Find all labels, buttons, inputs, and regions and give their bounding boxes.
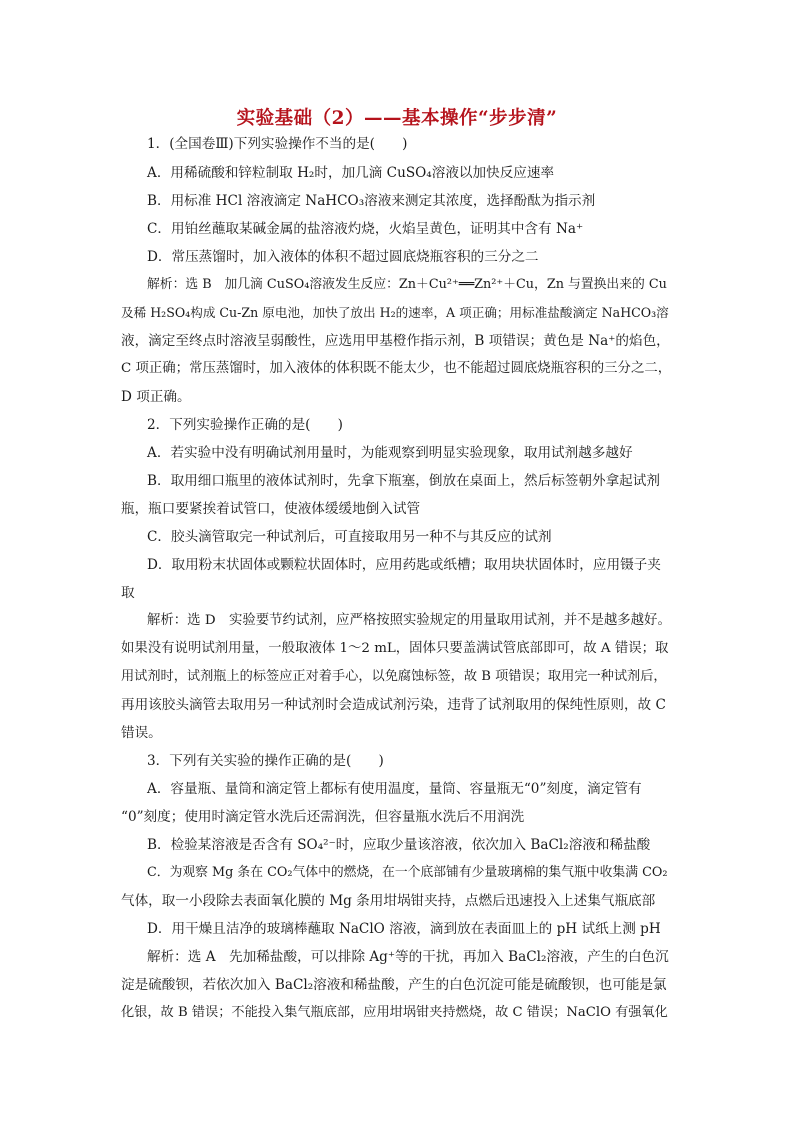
text-line: D．取用粉末状固体或颗粒状固体时，应用药匙或纸槽；取用块状固体时，应用镊子夹 <box>147 557 661 573</box>
text-line: 解析：选 B 加几滴 CuSO₄溶液发生反应：Zn＋Cu²⁺══Zn²⁺＋Cu，Zn 与置换出来的 Cu <box>147 277 667 292</box>
text-line: B．用标准 HCl 溶液滴定 NaHCO₃溶液来测定其浓度，选择酚酞为指示剂 <box>147 193 596 209</box>
text-line: 淀是硫酸钡，若依次加入 BaCl₂溶液和稀盐酸，产生的白色沉淀可能是硫酸钡，也可能是氯 <box>121 977 667 993</box>
document-title: 实验基础（2）——基本操作“步步清” <box>236 108 558 129</box>
text-line: 1．(全国卷Ⅲ)下列实验操作不当的是( ) <box>147 136 408 152</box>
text-line: C．用铂丝蘸取某碱金属的盐溶液灼烧，火焰呈黄色，证明其中含有 Na⁺ <box>147 221 584 237</box>
text-line: 解析：选 D 实验要节约试剂，应严格按照实验规定的用量取用试剂，并不是越多越好。 <box>147 613 671 628</box>
text-line: 取 <box>121 585 135 601</box>
text-line: D．常压蒸馏时，加入液体的体积不超过圆底烧瓶容积的三分之二 <box>147 249 539 265</box>
text-line: C 项正确；常压蒸馏时，加入液体的体积既不能太少，也不能超过圆底烧瓶容积的三分之二， <box>121 361 672 376</box>
text-line: 2．下列实验操作正确的是( ) <box>147 417 343 433</box>
text-line: 如果没有说明试剂用量，一般取液体 1～2 mL，固体只要盖满试管底部即可，故 A 错误；取 <box>121 641 669 656</box>
text-line: B．取用细口瓶里的液体试剂时，先拿下瓶塞，倒放在桌面上，然后标签朝外拿起试剂 <box>147 473 660 489</box>
text-line: D 项正确。 <box>121 389 191 405</box>
text-line: C．为观察 Mg 条在 CO₂气体中的燃烧，在一个底部铺有少量玻璃棉的集气瓶中收集满 CO₂ <box>147 865 668 880</box>
text-line: 3．下列有关实验的操作正确的是( ) <box>147 753 384 769</box>
text-line: 化银，故 B 错误；不能投入集气瓶底部，应用坩埚钳夹持燃烧，故 C 错误；NaClO 有强氧化 <box>121 1005 668 1020</box>
text-line: A．若实验中没有明确试剂用量时，为能观察到明显实验现象，取用试剂越多越好 <box>147 445 633 461</box>
text-line: D．用干燥且洁净的玻璃棒蘸取 NaClO 溶液，滴到放在表面皿上的 pH 试纸上测 pH <box>147 921 661 937</box>
text-line: 错误。 <box>121 725 162 741</box>
text-line: 解析：选 A 先加稀盐酸，可以排除 Ag⁺等的干扰，再加入 BaCl₂溶液，产生的白色沉 <box>147 949 669 965</box>
text-line: 液，滴定至终点时溶液呈弱酸性，应选用甲基橙作指示剂，B 项错误；黄色是 Na⁺的焰色， <box>121 333 670 349</box>
text-line: B．检验某溶液是否含有 SO₄²⁻时，应取少量该溶液，依次加入 BaCl₂溶液和稀盐酸 <box>147 837 651 853</box>
text-line: 再用该胶头滴管去取用另一种试剂时会造成试剂污染，违背了试剂取用的保纯性原则，故 C <box>121 697 666 713</box>
text-line: 瓶，瓶口要紧挨着试管口，使液体缓缓地倒入试管 <box>121 501 421 517</box>
text-line: C．胶头滴管取完一种试剂后，可直接取用另一种不与其反应的试剂 <box>147 529 552 545</box>
text-line: 及稀 H₂SO₄构成 Cu-Zn 原电池，加快了放出 H₂的速率，A 项正确；用标准盐酸滴定 NaHCO₃溶 <box>121 305 669 320</box>
text-line: 用试剂时，试剂瓶上的标签应正对着手心，以免腐蚀标签，故 B 项错误；取用完一种试剂后， <box>121 669 667 684</box>
text-line: A．容量瓶、量筒和滴定管上都标有使用温度，量筒、容量瓶无“0”刻度，滴定管有 <box>147 781 642 797</box>
text-line: “0”刻度；使用时滴定管水洗后还需润洗，但容量瓶水洗后不用润洗 <box>121 809 525 825</box>
text-line: A．用稀硫酸和锌粒制取 H₂时，加几滴 CuSO₄溶液以加快反应速率 <box>147 165 555 181</box>
text-line: 气体，取一小段除去表面氧化膜的 Mg 条用坩埚钳夹持，点燃后迅速投入上述集气瓶底部 <box>121 893 656 909</box>
